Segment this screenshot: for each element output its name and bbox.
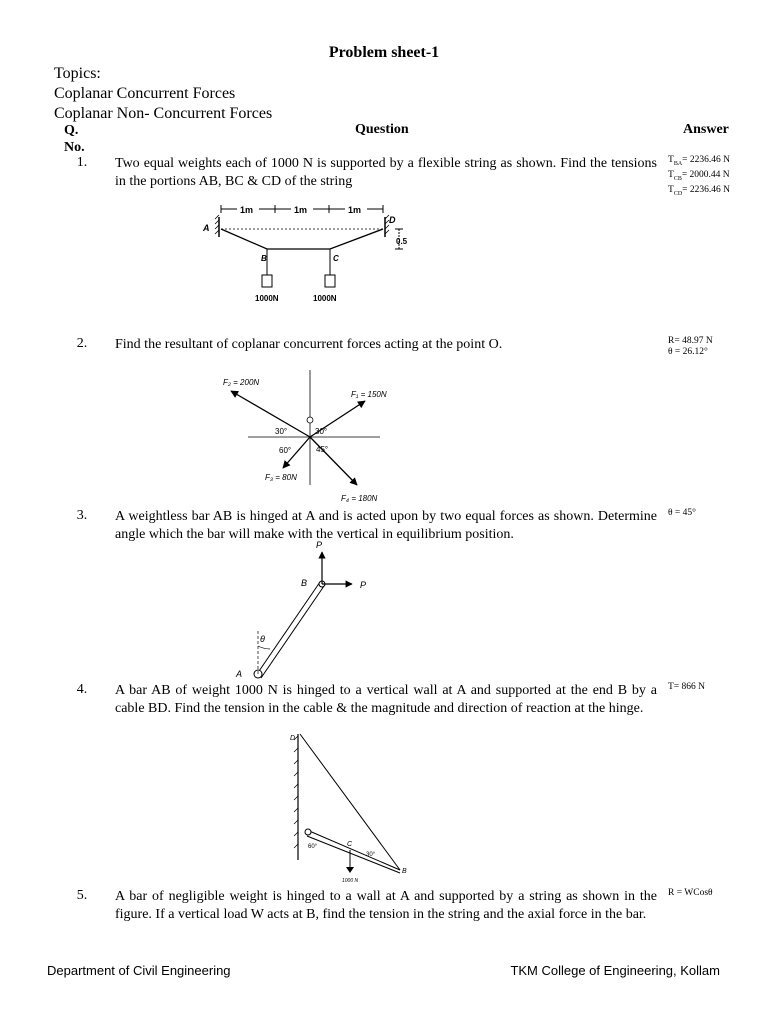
page-title: Problem sheet-1 — [328, 44, 440, 61]
answer-line: $T_{BA}= 2236.46$ N — [668, 155, 730, 167]
figure-concurrent-forces — [215, 365, 395, 505]
question-text: A bar of negligible weight is hinged to a wall at A and supported by a string as shown in the figure. If a vertical load W acts at B, find the tension in the string and the axial force in the bar. — [115, 889, 657, 922]
question-text: A bar AB of weight 1000 N is hinged to a vertical wall at A and supported at the end B by a cable BD. Find the tension in the cable & the magnitude and direction of reaction at the hinge. — [115, 683, 657, 716]
question-number: 1. — [76, 155, 88, 170]
answer-line: $T_{CB}= 2000.44$ N — [668, 169, 730, 182]
weight-label: 1000 N — [342, 878, 359, 884]
answer-line: θ = 26.12° — [668, 347, 708, 357]
force-label: F₂ = 200N — [223, 378, 260, 387]
answer — [668, 336, 713, 358]
figure-bar-cable — [270, 728, 415, 886]
topic-item: Coplanar Non- Concurrent Forces — [54, 105, 273, 122]
answer — [668, 682, 705, 693]
qno-header — [64, 122, 85, 156]
question-text: A weightless bar AB is hinged at A and is acted upon by two equal forces as shown. Determine angle which the bar will make with the vertical in equilibrium position. — [115, 509, 657, 542]
angle-label: 30° — [275, 427, 288, 436]
answer-line: R = WCosθ — [668, 888, 713, 898]
angle-label: 30° — [366, 852, 376, 858]
question-number: 4. — [76, 682, 88, 697]
answer — [668, 888, 713, 899]
label-D: D — [389, 215, 396, 225]
label-B: B — [261, 254, 267, 263]
dim-label: 1m — [240, 205, 254, 215]
label-A: A — [203, 223, 210, 233]
force-label: F₁ = 150N — [351, 390, 387, 399]
force-label-P-top: P — [316, 540, 323, 550]
label-B: B — [402, 868, 407, 875]
figure-string-weights — [185, 195, 410, 320]
qno-header-line1: Q. — [64, 123, 79, 138]
weight-label: 1000N — [313, 294, 337, 303]
label-sag: 0.5 — [396, 237, 408, 246]
qno-header-line2: No. — [64, 140, 85, 155]
figure-hinged-bar — [228, 538, 378, 683]
angle-label: 45° — [316, 445, 329, 454]
question-text: Two equal weights each of 1000 N is supported by a flexible string as shown. Find the tensions in the portions AB, BC & CD of the string — [115, 156, 657, 189]
answer — [668, 508, 696, 519]
force-label: F₃ = 80N — [265, 473, 297, 482]
question-number: 3. — [76, 508, 88, 523]
dim-label: 1m — [348, 205, 362, 215]
force-label: F₄ = 180N — [341, 494, 378, 503]
label-theta: θ — [260, 634, 265, 644]
answer-line: θ = 45° — [668, 508, 696, 518]
angle-label: 60° — [308, 844, 318, 850]
answer-line: $T_{CD}= 2236.46$ N — [668, 184, 730, 197]
dim-label: 1m — [294, 205, 308, 215]
answer-header: Answer — [683, 122, 729, 137]
answer — [668, 155, 730, 200]
topics-heading: Topics: — [54, 65, 101, 82]
question-number: 2. — [76, 336, 88, 351]
answer-line: T= 866 N — [668, 682, 706, 692]
angle-label: 60° — [279, 446, 292, 455]
question-header: Question — [355, 122, 409, 137]
weight-label: 1000N — [255, 294, 279, 303]
label-C: C — [333, 254, 339, 263]
label-B: B — [301, 578, 308, 588]
footer-college: TKM College of Engineering, Kollam — [510, 963, 720, 978]
label-D: D — [290, 735, 296, 742]
topics-block — [54, 64, 272, 124]
question-text: Find the resultant of coplanar concurrent forces acting at the point O. — [115, 337, 503, 352]
force-label-P-right: P — [360, 580, 367, 590]
label-A: A — [236, 669, 243, 679]
footer-department: Department of Civil Engineering — [47, 963, 231, 978]
label-C: C — [347, 841, 353, 848]
answer-line: R= 48.97 N — [668, 336, 713, 346]
angle-label: 30° — [315, 427, 328, 436]
question-number: 5. — [76, 888, 88, 903]
topic-item: Coplanar Concurrent Forces — [54, 85, 236, 102]
